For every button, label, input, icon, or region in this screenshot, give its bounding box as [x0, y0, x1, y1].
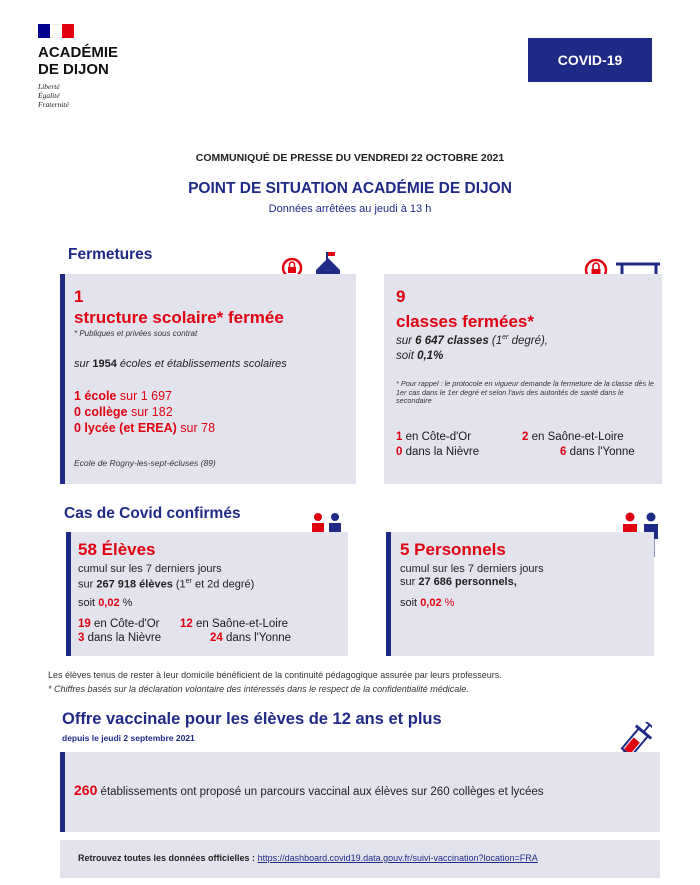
classes-total-pre: sur — [396, 334, 416, 347]
logo-motto — [38, 82, 148, 109]
vaccin-since: depuis le jeudi 2 septembre 2021 — [62, 733, 195, 743]
classes-total-post-a: (1 — [488, 334, 503, 347]
eleves-box — [66, 532, 348, 656]
college-rest: sur 182 — [127, 405, 173, 419]
college-bold: 0 collège — [74, 405, 128, 419]
lycee-line — [74, 420, 215, 436]
structures-number: 1 — [74, 287, 84, 306]
logo-line2: DE DIJON — [38, 61, 109, 78]
personnels-line2-bold: 27 686 personnels, — [418, 576, 517, 588]
structures-total-post: écoles et établissements scolaires — [116, 358, 287, 370]
eleves-ratio — [78, 596, 132, 610]
covid-badge: COVID-19 — [528, 38, 652, 82]
eleves-nievre-num: 3 — [78, 632, 85, 644]
lycee-rest: sur 78 — [176, 421, 216, 435]
vaccin-number: 260 — [74, 782, 98, 798]
personnels-box — [386, 532, 654, 656]
eleves-cote-dor — [78, 617, 159, 631]
eleves-line2-post-b: et 2d degré) — [191, 578, 255, 591]
continuity-note: Les élèves tenus de rester à leur domicile bénéficient de la continuité pédagogique assurée par leurs professeurs. — [48, 670, 502, 680]
eleves-nievre-label: dans la Nièvre — [84, 632, 162, 644]
structures-note: * Publiques et privées sous contrat — [74, 329, 198, 338]
section-vaccin-title: Offre vaccinale pour les élèves de 12 ans et plus — [62, 710, 442, 728]
college-line — [74, 404, 215, 420]
section-fermetures-title: Fermetures — [68, 246, 153, 263]
eleves-yonne-label: dans l'Yonne — [222, 632, 292, 644]
eleves-line2-pre: sur — [78, 578, 97, 591]
eleves-ratio-post: % — [119, 597, 133, 609]
classes-cote-label: en Côte-d'Or — [402, 431, 472, 443]
personnels-ratio-value: 0,02 — [420, 597, 442, 609]
classes-note: * Pour rappel : le protocole en vigueur demande la fermeture de la classe dès le 1er cas dans le 1er degré et selon l'avis des autorités de santé dans le secondaire — [396, 379, 654, 406]
ecole-bold: 1 école — [74, 389, 117, 403]
vaccin-box — [60, 752, 660, 832]
personnels-title: 5 Personnels — [400, 540, 506, 559]
page-subtitle: Données arrêtées au jeudi à 13 h — [268, 203, 432, 215]
classes-ratio — [396, 350, 443, 362]
lycee-bold: 0 lycée (et EREA) — [74, 421, 177, 435]
box-accent-bar — [386, 532, 391, 656]
eleves-title: 58 Élèves — [78, 540, 156, 559]
classes-nievre-label: dans la Nièvre — [402, 446, 480, 458]
eleves-saone-label: en Saône-et-Loire — [192, 618, 289, 630]
classes-yonne-label: dans l'Yonne — [566, 446, 635, 458]
motto-egalite: Égalité — [38, 91, 60, 100]
logo-name — [38, 44, 148, 78]
structures-example: Ecole de Rogny-les-sept-écluses (89) — [74, 458, 216, 468]
eleves-line2-post-a: (1 — [172, 578, 186, 591]
eleves-line2-bold: 267 918 élèves — [96, 578, 173, 591]
figures-note: * Chiffres basés sur la déclaration volontaire des intéressés dans le respect de la confidentialité médicale. — [48, 684, 469, 694]
classes-saone — [522, 430, 624, 444]
classes-total — [396, 334, 548, 347]
classes-cote-dor — [396, 430, 471, 444]
box-accent-bar — [60, 752, 65, 832]
vaccin-text-rest: établissements ont proposé un parcours vaccinal aux élèves sur 260 collèges et lycées — [97, 786, 544, 798]
structures-box — [60, 274, 356, 484]
structures-total-pre: sur — [74, 358, 93, 370]
classes-total-post-b: degré), — [508, 334, 549, 347]
classes-number: 9 — [396, 287, 406, 306]
eleves-ratio-pre: soit — [78, 597, 99, 609]
motto-fraternite: Fraternité — [38, 100, 69, 109]
personnels-ratio-pre: soit — [400, 597, 421, 609]
classes-ratio-value: 0,1% — [417, 350, 444, 362]
classes-total-sup: er — [502, 334, 509, 341]
eleves-line1: cumul sur les 7 derniers jours — [78, 563, 222, 575]
eleves-line2 — [78, 575, 254, 592]
classes-label: classes fermées* — [396, 312, 535, 331]
ecole-line — [74, 388, 215, 404]
classes-saone-num: 2 — [522, 431, 529, 443]
classes-saone-label: en Saône-et-Loire — [528, 431, 624, 443]
eleves-saone-num: 12 — [180, 618, 193, 630]
eleves-yonne — [210, 631, 291, 645]
box-accent-bar — [60, 274, 65, 484]
eleves-line2-sup: er — [185, 578, 192, 585]
classes-yonne — [560, 445, 635, 459]
personnels-ratio — [400, 596, 454, 610]
classes-nievre — [396, 445, 479, 459]
structures-breakdown — [74, 388, 215, 436]
footer-label: Retrouvez toutes les données officielles : — [78, 853, 256, 863]
academie-logo — [38, 24, 148, 109]
press-line: COMMUNIQUÉ DE PRESSE DU VENDREDI 22 OCTOBRE 2021 — [195, 152, 505, 164]
page-title: POINT DE SITUATION ACADÉMIE DE DIJON — [188, 180, 512, 197]
motto-liberte: Liberté — [38, 82, 60, 91]
eleves-saone — [180, 617, 288, 631]
structures-label: structure scolaire* fermée — [74, 308, 284, 327]
eleves-yonne-num: 24 — [210, 632, 223, 644]
personnels-line2-pre: sur — [400, 576, 419, 588]
ecole-rest: sur 1 697 — [116, 389, 172, 403]
structures-total-num: 1954 — [92, 358, 117, 370]
classes-cote-num: 1 — [396, 431, 403, 443]
classes-nievre-num: 0 — [396, 446, 403, 458]
classes-box — [384, 274, 662, 484]
vaccin-text — [74, 782, 544, 798]
marianne-flag-icon — [38, 24, 74, 38]
classes-yonne-num: 6 — [560, 446, 567, 458]
eleves-ratio-value: 0,02 — [98, 597, 120, 609]
classes-ratio-pre: soit — [396, 350, 418, 362]
footer-text — [78, 853, 538, 863]
dashboard-link[interactable]: https://dashboard.covid19.data.gouv.fr/suivi-vaccination?location=FRA — [257, 853, 538, 863]
classes-total-num: 6 647 classes — [415, 334, 489, 347]
section-cas-title: Cas de Covid confirmés — [64, 505, 241, 522]
eleves-nievre — [78, 631, 161, 645]
box-accent-bar — [66, 532, 71, 656]
logo-line1: ACADÉMIE — [38, 44, 119, 61]
eleves-cote-num: 19 — [78, 618, 91, 630]
structures-total — [74, 358, 287, 370]
footer-box — [60, 840, 660, 878]
personnels-line1: cumul sur les 7 derniers jours — [400, 563, 544, 575]
eleves-cote-label: en Côte-d'Or — [90, 618, 160, 630]
personnels-line2 — [400, 575, 517, 589]
personnels-ratio-post: % — [441, 597, 455, 609]
